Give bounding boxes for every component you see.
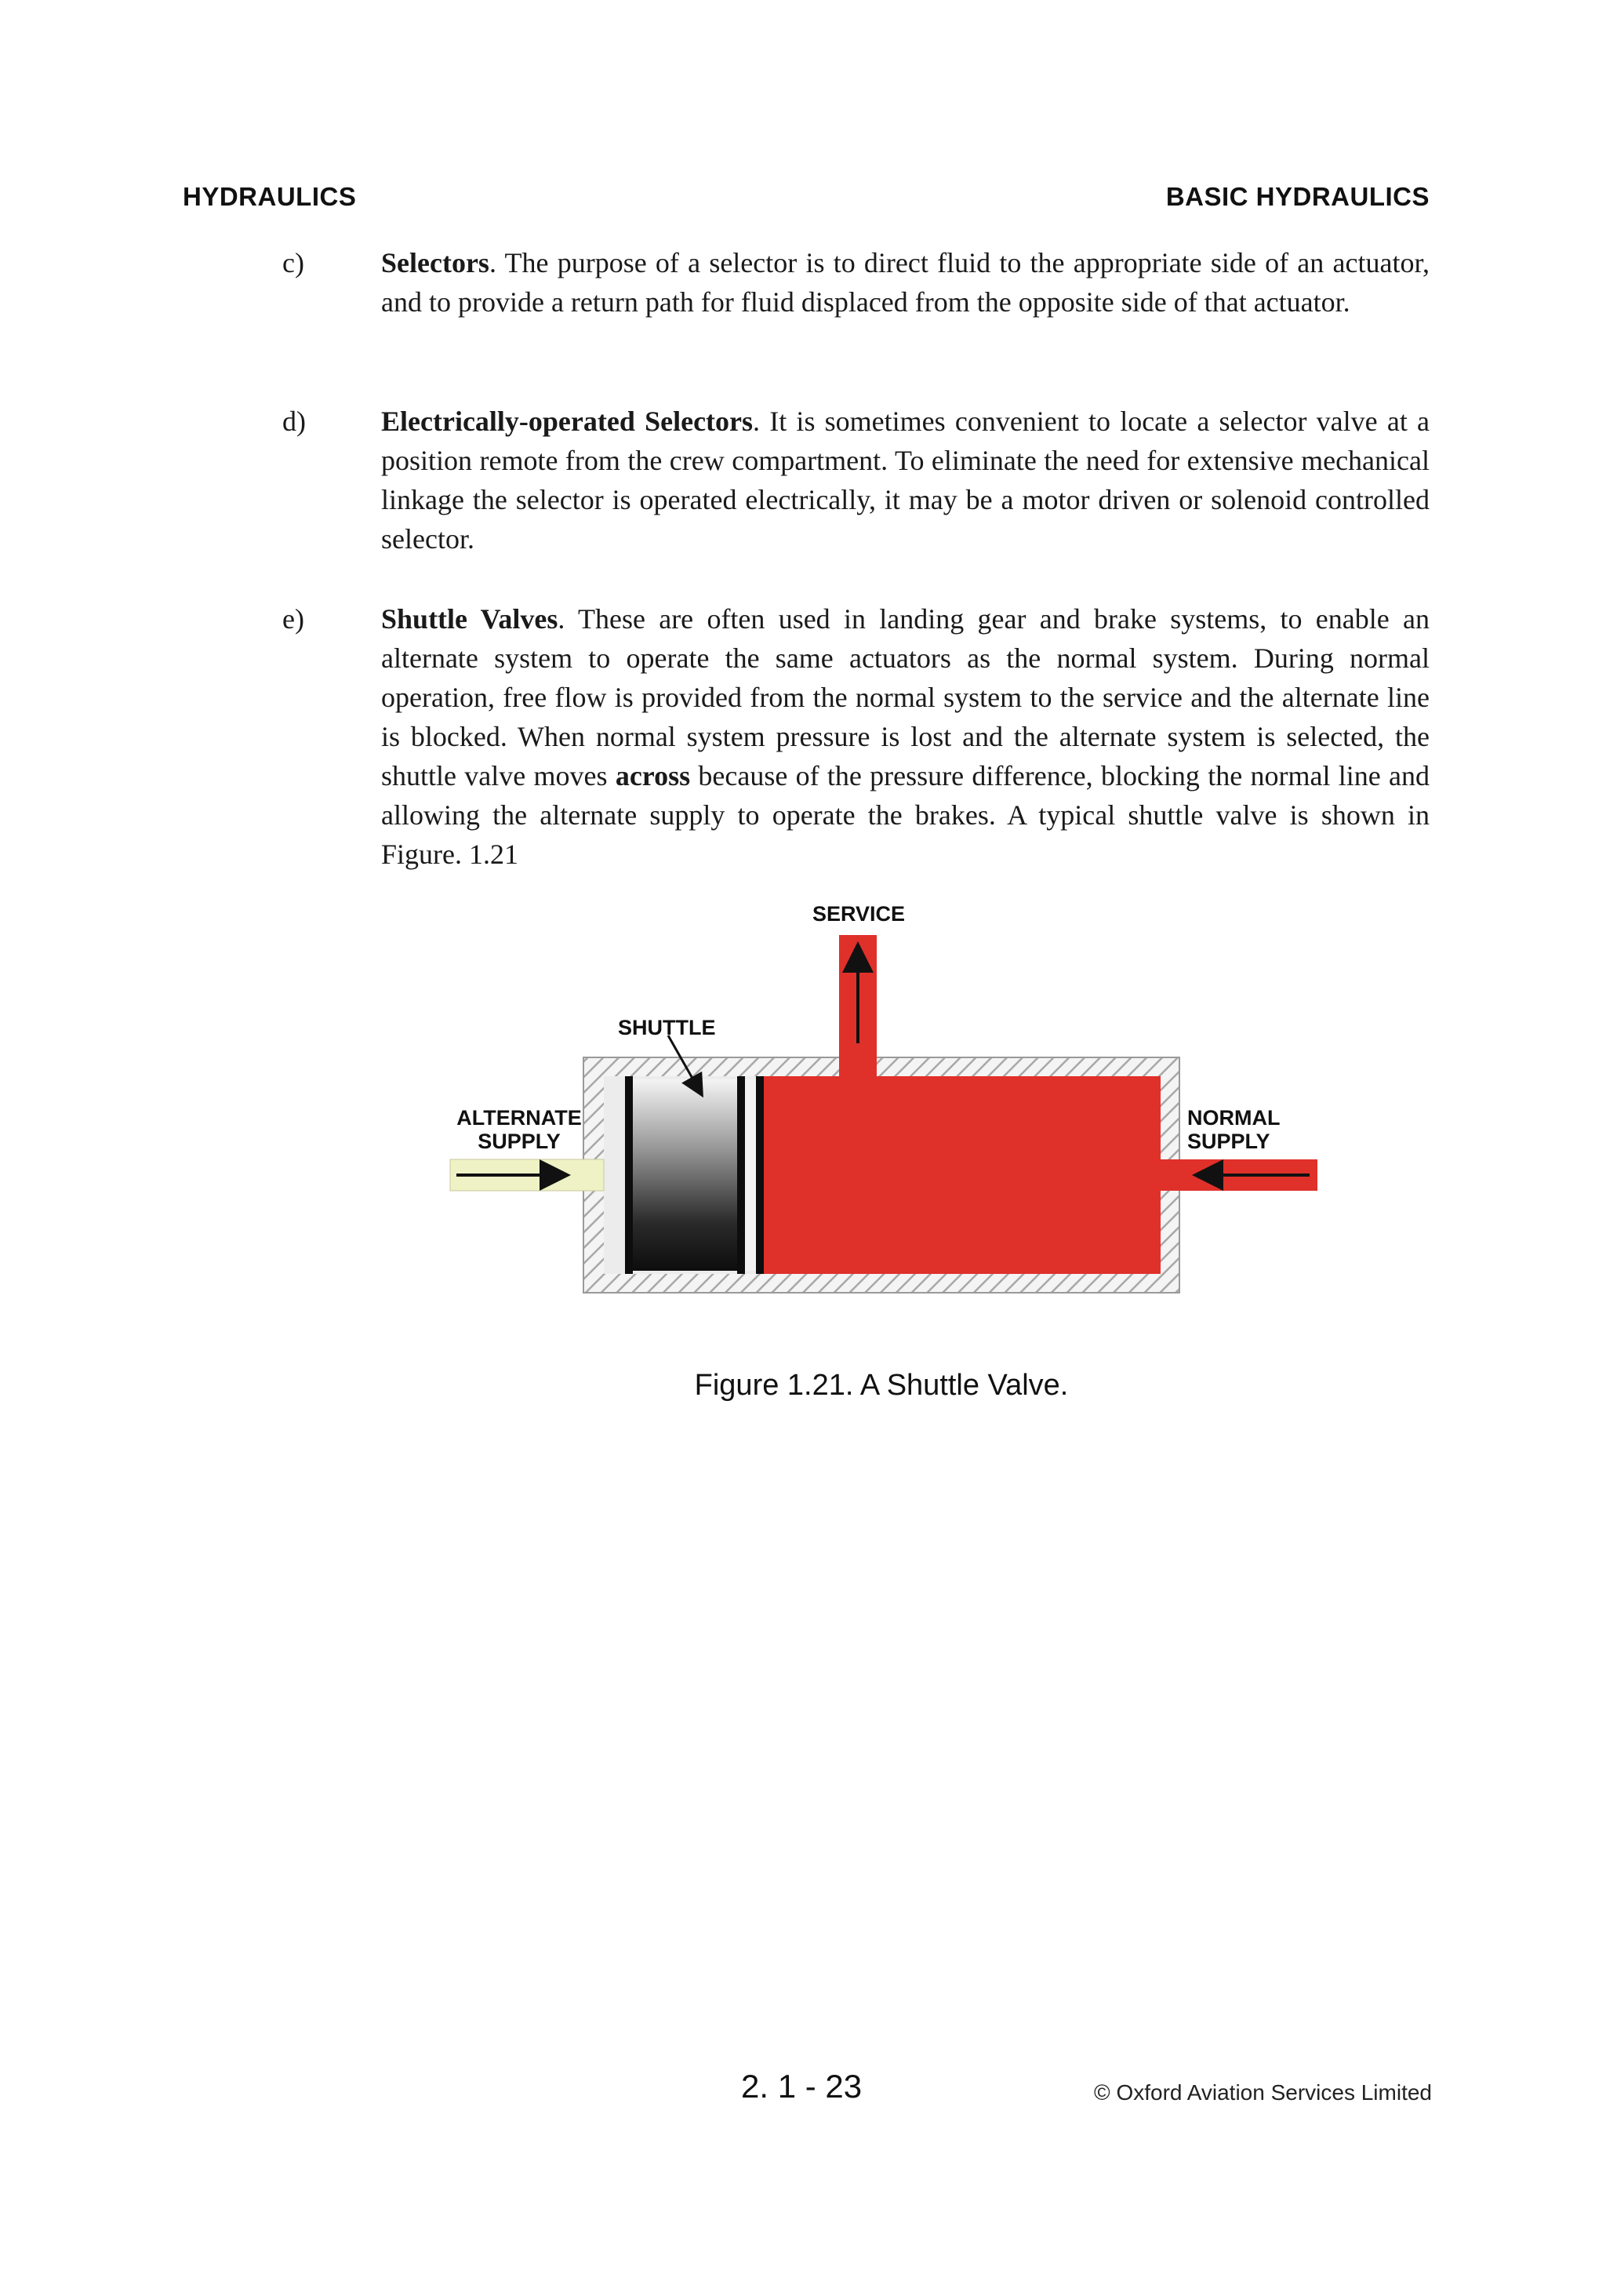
header-left: HYDRAULICS bbox=[183, 182, 357, 211]
page-number: 2. 1 - 23 bbox=[741, 2068, 863, 2105]
item-text-after: because of the pressure difference, blocking the normal line and allowing the alternate supply to operate the brakes. A typical shuttle valve is shown in Figure. 1.21 bbox=[381, 760, 1430, 870]
shuttle-end-right bbox=[737, 1076, 745, 1274]
shuttle-valve-figure bbox=[439, 894, 1333, 1318]
item-text: . It is sometimes convenient to locate a selector valve at a position remote from the crew compartment. To eliminate the need for extensive mechanical linkage the selector is operated electrically, it may be a motor driven or solenoid controlled selector. bbox=[381, 406, 1430, 555]
item-letter: d) bbox=[282, 406, 306, 437]
header-right: BASIC HYDRAULICS bbox=[1165, 182, 1430, 211]
item-title: Electrically-operated Selectors bbox=[381, 406, 754, 437]
shuttle-body bbox=[630, 1079, 747, 1271]
fluid-chamber bbox=[756, 1076, 1161, 1274]
alternate-label-line2: SUPPLY bbox=[478, 1130, 561, 1153]
item-text-before: . These are often used in landing gear and brake systems, to enable an alternate system to operate the same actuators as the normal system. During normal operation, free flow is provided from the normal system to the service and the alternate line is blocked. When normal system pressure is lost and the alternate system is selected, the shuttle valve moves bbox=[381, 603, 1430, 791]
shuttle-end-left bbox=[625, 1076, 633, 1274]
shuttle-end-right2 bbox=[756, 1076, 764, 1274]
alternate-supply-label bbox=[452, 1106, 587, 1153]
item-body bbox=[381, 402, 1430, 559]
item-text: . The purpose of a selector is to direct fluid to the appropriate side of an actuator, and to provide a return path for fluid displaced from the opposite side of that actuator. bbox=[381, 247, 1430, 318]
item-body bbox=[381, 599, 1430, 874]
item-letter: c) bbox=[282, 247, 304, 278]
alternate-label-line1: ALTERNATE bbox=[456, 1106, 582, 1130]
normal-supply-label bbox=[1187, 1106, 1280, 1153]
copyright-notice: © Oxford Aviation Services Limited bbox=[1094, 2080, 1432, 2105]
item-body bbox=[381, 243, 1430, 322]
service-label: SERVICE bbox=[812, 902, 906, 926]
normal-label-line2: SUPPLY bbox=[1187, 1130, 1270, 1153]
shuttle-label: SHUTTLE bbox=[618, 1016, 716, 1039]
item-title: Shuttle Valves bbox=[381, 603, 558, 635]
item-title: Selectors bbox=[381, 247, 489, 278]
item-letter: e) bbox=[282, 603, 304, 635]
item-emphasis: across bbox=[615, 760, 691, 791]
figure-caption: Figure 1.21. A Shuttle Valve. bbox=[694, 1369, 1069, 1402]
shuttle-gap bbox=[745, 1079, 756, 1271]
normal-label-line1: NORMAL bbox=[1187, 1106, 1281, 1130]
